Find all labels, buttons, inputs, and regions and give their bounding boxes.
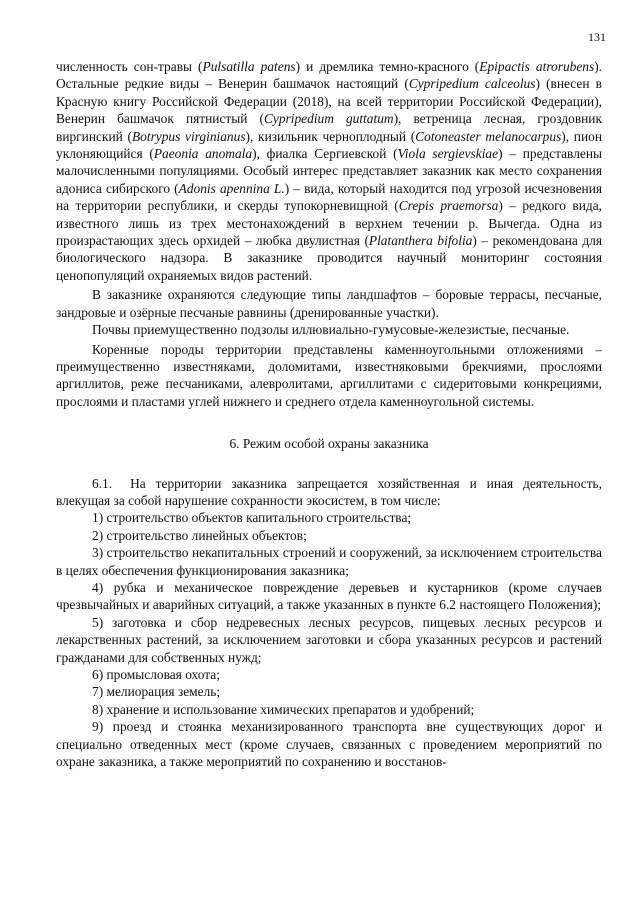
list-item: 7) мелиорация земель; <box>92 684 221 700</box>
text-run: ) и дремлика темно-красного ( <box>295 59 480 74</box>
clause-text: На территории заказника запрещается хозяйственная и иная деятельность, влекущая за собой нарушение сохранности экосистем, в том числе: <box>56 475 602 508</box>
text-run: ) – вида, который находится под угрозой исчезновения на территории республики, и скерды тупокорневищной ( <box>56 180 603 214</box>
clause-6-1 <box>56 475 602 510</box>
list-item: 4) рубка и механическое повреждение деревьев и кустарников (кроме случаев чрезвычайных и аварийных ситуаций, а также указанных в пункте 6.2 настоящего Положения); <box>56 579 602 613</box>
text-run: ), фиалка Сергиевской ( <box>252 146 398 162</box>
species-latin-name: Cotoneaster melanocarpus <box>415 128 562 144</box>
species-latin-name: Platanthera bifolia <box>368 233 473 249</box>
text-run: ) – представлены малочисленными популяциями. Особый интерес представляет заказник как место сохранения адониса сибирского ( <box>56 146 602 196</box>
species-latin-name: Epipactis atrorubens <box>479 59 595 74</box>
species-latin-name: Cypripedium calceolus <box>408 76 536 92</box>
list-item: 8) хранение и использование химических препаратов и удобрений; <box>92 701 475 717</box>
page-number: 131 <box>588 30 606 44</box>
list-item: 3) строительство некапитальных строений и сооружений, за исключением строительства в целях обеспечения функционирования заказника; <box>56 545 602 578</box>
species-latin-name: Viola sergievskiae <box>397 146 499 162</box>
text-run: ), пион уклоняющийся ( <box>56 128 602 162</box>
species-latin-name: Pulsatilla patens <box>202 59 296 74</box>
text-run: ) – редкого вида, известного лишь из трех местонахождений в верхнем течении р. Вычегда. Одна из произрастающих здесь орхидей – любка двулистная ( <box>56 198 602 249</box>
list-item: 9) проезд и стоянка механизированного транспорта вне существующих дорог и специально отведенных мест (кроме случаев, связанных с проведением мероприятий по охране заказника, а также мероприятий по сохранению и восстанов- <box>56 719 602 770</box>
list-item: 6) промысловая охота; <box>92 667 220 682</box>
text-run: численность сон-травы ( <box>56 59 203 74</box>
list-item: 2) строительство линейных объектов; <box>92 527 307 543</box>
list-item: 1) строительство объектов капитального строительства; <box>92 510 412 526</box>
body-text <box>56 58 602 770</box>
list-item: 5) заготовка и сбор недревесных лесных ресурсов, пищевых лесных ресурсов и лекарственных растений, за исключением заготовки и сбора указанных ресурсов и растений гражданами для собственных нужд; <box>56 614 602 665</box>
text-run: ) – рекомендована для биологического надзора. В заказнике проводится научный мониторинг состояния ценопопуляций охраняемых видов растений. <box>56 233 602 283</box>
text-run: ), кизильник черноплодный ( <box>245 128 416 144</box>
text-run: ). Остальные редкие виды – Венерин башмачок настоящий ( <box>56 59 602 92</box>
paragraph-landscapes: В заказнике охраняются следующие типы ландшафтов – боровые террасы, песчаные, зандровые и озёрные песчаные равнины (дренированные участки). <box>56 287 602 320</box>
species-latin-name: Paeonia anomala <box>153 146 253 162</box>
species-latin-name: Crepis praemorsa <box>398 198 499 214</box>
text-run: ) (внесен в Красную книгу Российской Федерации (2018), на всей территории Российской Федерации), Венерин башмачок пятнистый ( <box>56 76 603 127</box>
text-run: ), ветреница лесная, гроздовник виргинский ( <box>56 111 602 144</box>
species-latin-name: Adonis apennina L. <box>178 180 285 196</box>
section-title: 6. Режим особой охраны заказника <box>229 436 429 452</box>
species-latin-name: Cypripedium guttatum <box>263 111 394 127</box>
paragraph-species <box>56 58 602 284</box>
paragraph-bedrock: Коренные породы территории представлены каменноугольными отложениями – преимущественно известняками, доломитами, известняковыми брекчиями, прослоями аргиллитов, реже песчаниками, алевролитами, аргиллитами с сидеритовыми конкрециями, прослоями и пластами углей нижнего и среднего отдела каменноугольной системы. <box>56 341 602 409</box>
prohibited-activities-list <box>56 509 602 770</box>
clause-number: 6.1. <box>92 475 113 491</box>
paragraph-soils: Почвы приемущественно подзолы иллювиально-гумусовые-железистые, песчаные. <box>92 322 570 338</box>
species-latin-name: Botrypus virginianus <box>131 128 246 144</box>
